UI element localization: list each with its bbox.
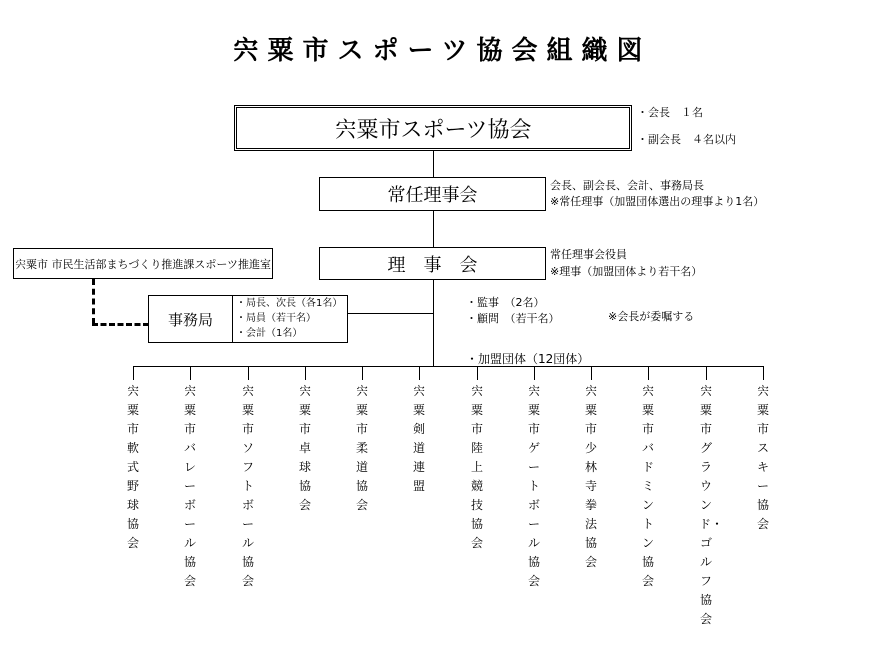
member-connector (534, 366, 535, 380)
secretariat-note-accounting: ・会計（1名） (236, 328, 303, 339)
page-title: 宍粟市スポーツ協会組織図 (232, 36, 652, 66)
secretariat-details-box (232, 295, 348, 343)
advisor-note: ・顧問 （若干名） (466, 312, 560, 325)
standing-board-note-director: ※常任理事（加盟団体選出の理事より1名） (550, 195, 765, 208)
member-header: ・加盟団体（12団体） (466, 352, 590, 366)
secretariat-label: 事務局 (167, 310, 213, 329)
member-connector (648, 366, 649, 380)
member-organization: 宍粟市グラウンド・ゴルフ協会 (699, 384, 724, 626)
member-bus-line (133, 366, 763, 367)
association-box (234, 105, 632, 151)
city-office-label: 宍粟市 市民生活部まちづくり推進課スポーツ推進室 (15, 257, 271, 271)
secretariat-box (148, 295, 233, 343)
member-connector (133, 366, 134, 380)
member-organization: 宍粟市卓球協会 (298, 384, 311, 512)
member-organization: 宍粟市少林寺拳法協会 (584, 384, 597, 569)
board-label: 理 事 会 (387, 254, 478, 276)
secretariat-note-staff: ・局員（若干名） (236, 313, 316, 324)
member-organization: 宍粟市ソフトボール協会 (241, 384, 254, 588)
standing-board-box (319, 177, 546, 211)
member-organization: 宍粟市陸上競技協会 (470, 384, 483, 550)
member-connector (477, 366, 478, 380)
member-connector (248, 366, 249, 380)
member-connector (591, 366, 592, 380)
member-organization: 宍粟市バレーボール協会 (183, 384, 196, 588)
chair-appoint-note: ※会長が委嘱する (608, 310, 695, 323)
member-organization: 宍粟市バドミントン協会 (641, 384, 654, 588)
member-connector (763, 366, 764, 380)
association-note-chair: ・会長 １名 (637, 106, 703, 119)
member-organization: 宍粟市ゲートボール協会 (527, 384, 540, 588)
member-connector (362, 366, 363, 380)
city-office-dashed-link-vertical (92, 279, 95, 324)
association-note-vice-chair: ・副会長 ４名以内 (637, 133, 736, 146)
member-connector (706, 366, 707, 380)
board-box (319, 247, 546, 280)
auditor-note: ・監事 （2名） (466, 296, 545, 309)
member-organization: 宍粟剣道連盟 (412, 384, 425, 493)
secretariat-note-director: ・局長、次長（各1名） (236, 298, 343, 309)
member-organization: 宍粟市軟式野球協会 (126, 384, 139, 550)
city-office-box (13, 248, 273, 279)
association-label: 宍粟市スポーツ協会 (334, 117, 532, 143)
standing-board-note-members: 会長、副会長、会計、事務局長 (550, 179, 704, 192)
member-connector (419, 366, 420, 380)
board-note-directors: ※理事（加盟団体より若干名） (550, 265, 703, 278)
member-organization: 宍粟市柔道協会 (355, 384, 368, 512)
board-note-officers: 常任理事会役員 (550, 248, 627, 261)
member-connector (305, 366, 306, 380)
member-connector (190, 366, 191, 380)
member-organization: 宍粟市スキー協会 (756, 384, 769, 531)
secretariat-connector (348, 313, 433, 314)
city-office-dashed-link-horizontal (92, 323, 149, 326)
standing-board-label: 常任理事会 (387, 185, 478, 206)
